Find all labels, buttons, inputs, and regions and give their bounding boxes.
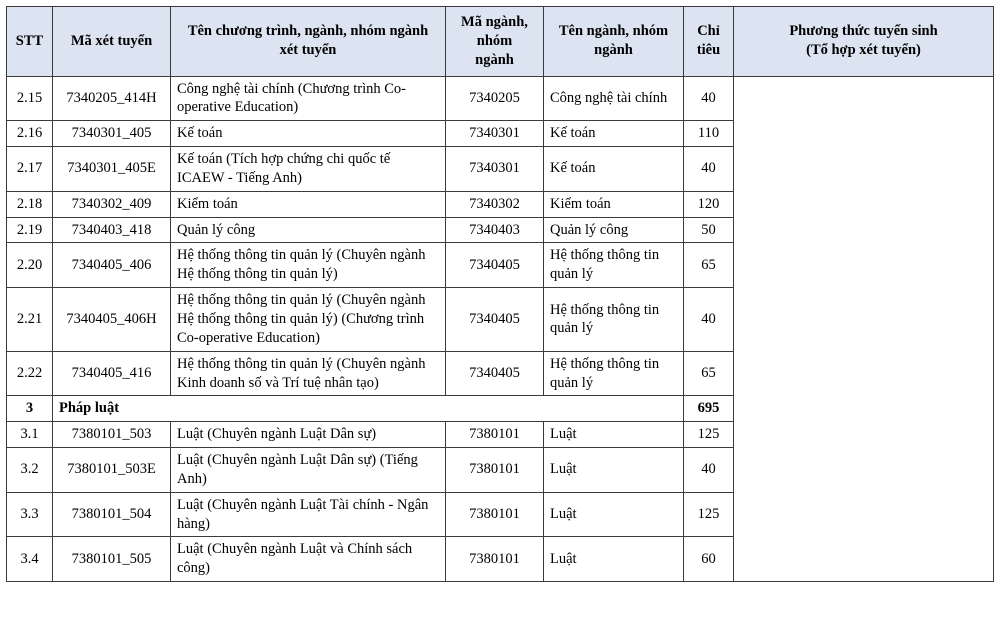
cell-ten-chuong-trinh: Hệ thống thông tin quản lý (Chuyên ngành Kinh doanh số và Trí tuệ nhân tạo) (171, 351, 446, 396)
cell-chi-tieu: 65 (684, 351, 734, 396)
cell-ma-nganh: 7340405 (446, 351, 544, 396)
cell-ten-chuong-trinh: Kiểm toán (171, 191, 446, 217)
admissions-table (6, 6, 994, 582)
cell-ma-xet-tuyen: 7340301_405E (53, 147, 171, 192)
cell-chi-tieu: 125 (684, 422, 734, 448)
cell-stt: 3.3 (7, 492, 53, 537)
cell-ma-xet-tuyen: 7340301_405 (53, 121, 171, 147)
cell-stt: 2.19 (7, 217, 53, 243)
cell-ten-chuong-trinh: Luật (Chuyên ngành Luật Dân sự) (Tiếng Anh) (171, 448, 446, 493)
column-header-ten-chuong-trinh-line2: xét tuyển (279, 42, 337, 59)
table-header-row (7, 7, 994, 77)
cell-ten-chuong-trinh: Quản lý công (171, 217, 446, 243)
cell-ten-chuong-trinh: Luật (Chuyên ngành Luật Tài chính - Ngân hàng) (171, 492, 446, 537)
column-header-ma-nganh-line3: ngành (475, 51, 514, 68)
cell-stt: 2.20 (7, 243, 53, 288)
cell-chi-tieu: 110 (684, 121, 734, 147)
cell-chi-tieu: 50 (684, 217, 734, 243)
column-header-ma-xet-tuyen (53, 7, 171, 77)
cell-ma-xet-tuyen: 7340205_414H (53, 76, 171, 121)
cell-ten-nganh: Luật (544, 537, 684, 582)
cell-stt: 2.21 (7, 288, 53, 352)
cell-ten-chuong-trinh: Công nghệ tài chính (Chương trình Co-operative Education) (171, 76, 446, 121)
cell-stt: 3.4 (7, 537, 53, 582)
cell-stt: 2.15 (7, 76, 53, 121)
cell-ten-nganh: Luật (544, 492, 684, 537)
cell-phuong-thuc-tuyen-sinh (734, 76, 994, 582)
cell-stt: 3.1 (7, 422, 53, 448)
column-header-phuong-thuc-line2: (Tổ hợp xét tuyển) (806, 42, 921, 59)
column-header-stt-label: STT (15, 32, 44, 49)
cell-ten-nganh: Luật (544, 448, 684, 493)
column-header-ma-nganh-line2: nhóm (476, 32, 513, 49)
column-header-ten-nganh-line2: ngành (594, 42, 633, 59)
cell-chi-tieu: 40 (684, 147, 734, 192)
cell-ma-xet-tuyen: 7380101_503 (53, 422, 171, 448)
cell-chi-tieu: 60 (684, 537, 734, 582)
cell-ten-nganh: Quản lý công (544, 217, 684, 243)
cell-ma-nganh: 7340405 (446, 288, 544, 352)
cell-chi-tieu: 120 (684, 191, 734, 217)
cell-ma-xet-tuyen: 7340302_409 (53, 191, 171, 217)
table-header (7, 7, 994, 77)
column-header-ten-chuong-trinh-line1: Tên chương trình, ngành, nhóm ngành (187, 23, 429, 40)
cell-ten-chuong-trinh: Luật (Chuyên ngành Luật và Chính sách công) (171, 537, 446, 582)
cell-ma-nganh: 7340403 (446, 217, 544, 243)
table-row (7, 76, 994, 121)
cell-ten-nganh: Luật (544, 422, 684, 448)
cell-ma-nganh: 7380101 (446, 537, 544, 582)
cell-ma-nganh: 7340302 (446, 191, 544, 217)
cell-chi-tieu: 695 (684, 396, 734, 422)
cell-stt: 2.22 (7, 351, 53, 396)
cell-chi-tieu: 125 (684, 492, 734, 537)
cell-ma-nganh: 7380101 (446, 422, 544, 448)
column-header-phuong-thuc-line1: Phương thức tuyển sinh (789, 23, 938, 40)
cell-ten-chuong-trinh: Luật (Chuyên ngành Luật Dân sự) (171, 422, 446, 448)
column-header-chi-tieu (684, 7, 734, 77)
cell-ma-xet-tuyen: 7380101_503E (53, 448, 171, 493)
cell-stt: 2.18 (7, 191, 53, 217)
column-header-chi-tieu-line2: tiêu (696, 42, 721, 59)
cell-ma-xet-tuyen: 7380101_504 (53, 492, 171, 537)
cell-ma-nganh: 7340301 (446, 121, 544, 147)
cell-ma-xet-tuyen: 7340405_406 (53, 243, 171, 288)
column-header-ten-nganh-line1: Tên ngành, nhóm (558, 23, 669, 40)
cell-ma-nganh: 7340405 (446, 243, 544, 288)
cell-ma-xet-tuyen: 7340403_418 (53, 217, 171, 243)
cell-ten-chuong-trinh: Kế toán (Tích hợp chứng chi quốc tế ICAEW - Tiếng Anh) (171, 147, 446, 192)
cell-ten-nganh: Kế toán (544, 147, 684, 192)
column-header-ten-nganh (544, 7, 684, 77)
cell-ten-nganh: Kế toán (544, 121, 684, 147)
cell-ten-nganh: Kiểm toán (544, 191, 684, 217)
cell-chi-tieu: 40 (684, 288, 734, 352)
cell-ten-chuong-trinh: Kế toán (171, 121, 446, 147)
cell-stt: 3 (7, 396, 53, 422)
column-header-ma-xet-tuyen-label: Mã xét tuyển (70, 32, 153, 49)
cell-ten-nganh: Hệ thống thông tin quản lý (544, 351, 684, 396)
column-header-ten-chuong-trinh (171, 7, 446, 77)
cell-group-name: Pháp luật (53, 396, 684, 422)
cell-stt: 2.17 (7, 147, 53, 192)
cell-chi-tieu: 40 (684, 448, 734, 493)
cell-ma-nganh: 7340301 (446, 147, 544, 192)
cell-chi-tieu: 40 (684, 76, 734, 121)
column-header-ma-nganh (446, 7, 544, 77)
cell-ma-nganh: 7380101 (446, 492, 544, 537)
column-header-chi-tieu-line1: Chỉ (697, 23, 720, 40)
cell-ma-xet-tuyen: 7340405_406H (53, 288, 171, 352)
cell-ten-nganh: Công nghệ tài chính (544, 76, 684, 121)
column-header-phuong-thuc-tuyen-sinh (734, 7, 994, 77)
cell-ma-xet-tuyen: 7340405_416 (53, 351, 171, 396)
column-header-stt (7, 7, 53, 77)
cell-ten-nganh: Hệ thống thông tin quản lý (544, 288, 684, 352)
cell-ma-nganh: 7380101 (446, 448, 544, 493)
table-body (7, 76, 994, 582)
cell-chi-tieu: 65 (684, 243, 734, 288)
cell-ma-xet-tuyen: 7380101_505 (53, 537, 171, 582)
cell-ma-nganh: 7340205 (446, 76, 544, 121)
cell-ten-chuong-trinh: Hệ thống thông tin quản lý (Chuyên ngành Hệ thống thông tin quản lý) (Chương trình Co-operative Education) (171, 288, 446, 352)
cell-ten-nganh: Hệ thống thông tin quản lý (544, 243, 684, 288)
column-header-ma-nganh-line1: Mã ngành, (461, 14, 528, 30)
cell-ten-chuong-trinh: Hệ thống thông tin quản lý (Chuyên ngành Hệ thống thông tin quản lý) (171, 243, 446, 288)
cell-stt: 3.2 (7, 448, 53, 493)
cell-stt: 2.16 (7, 121, 53, 147)
